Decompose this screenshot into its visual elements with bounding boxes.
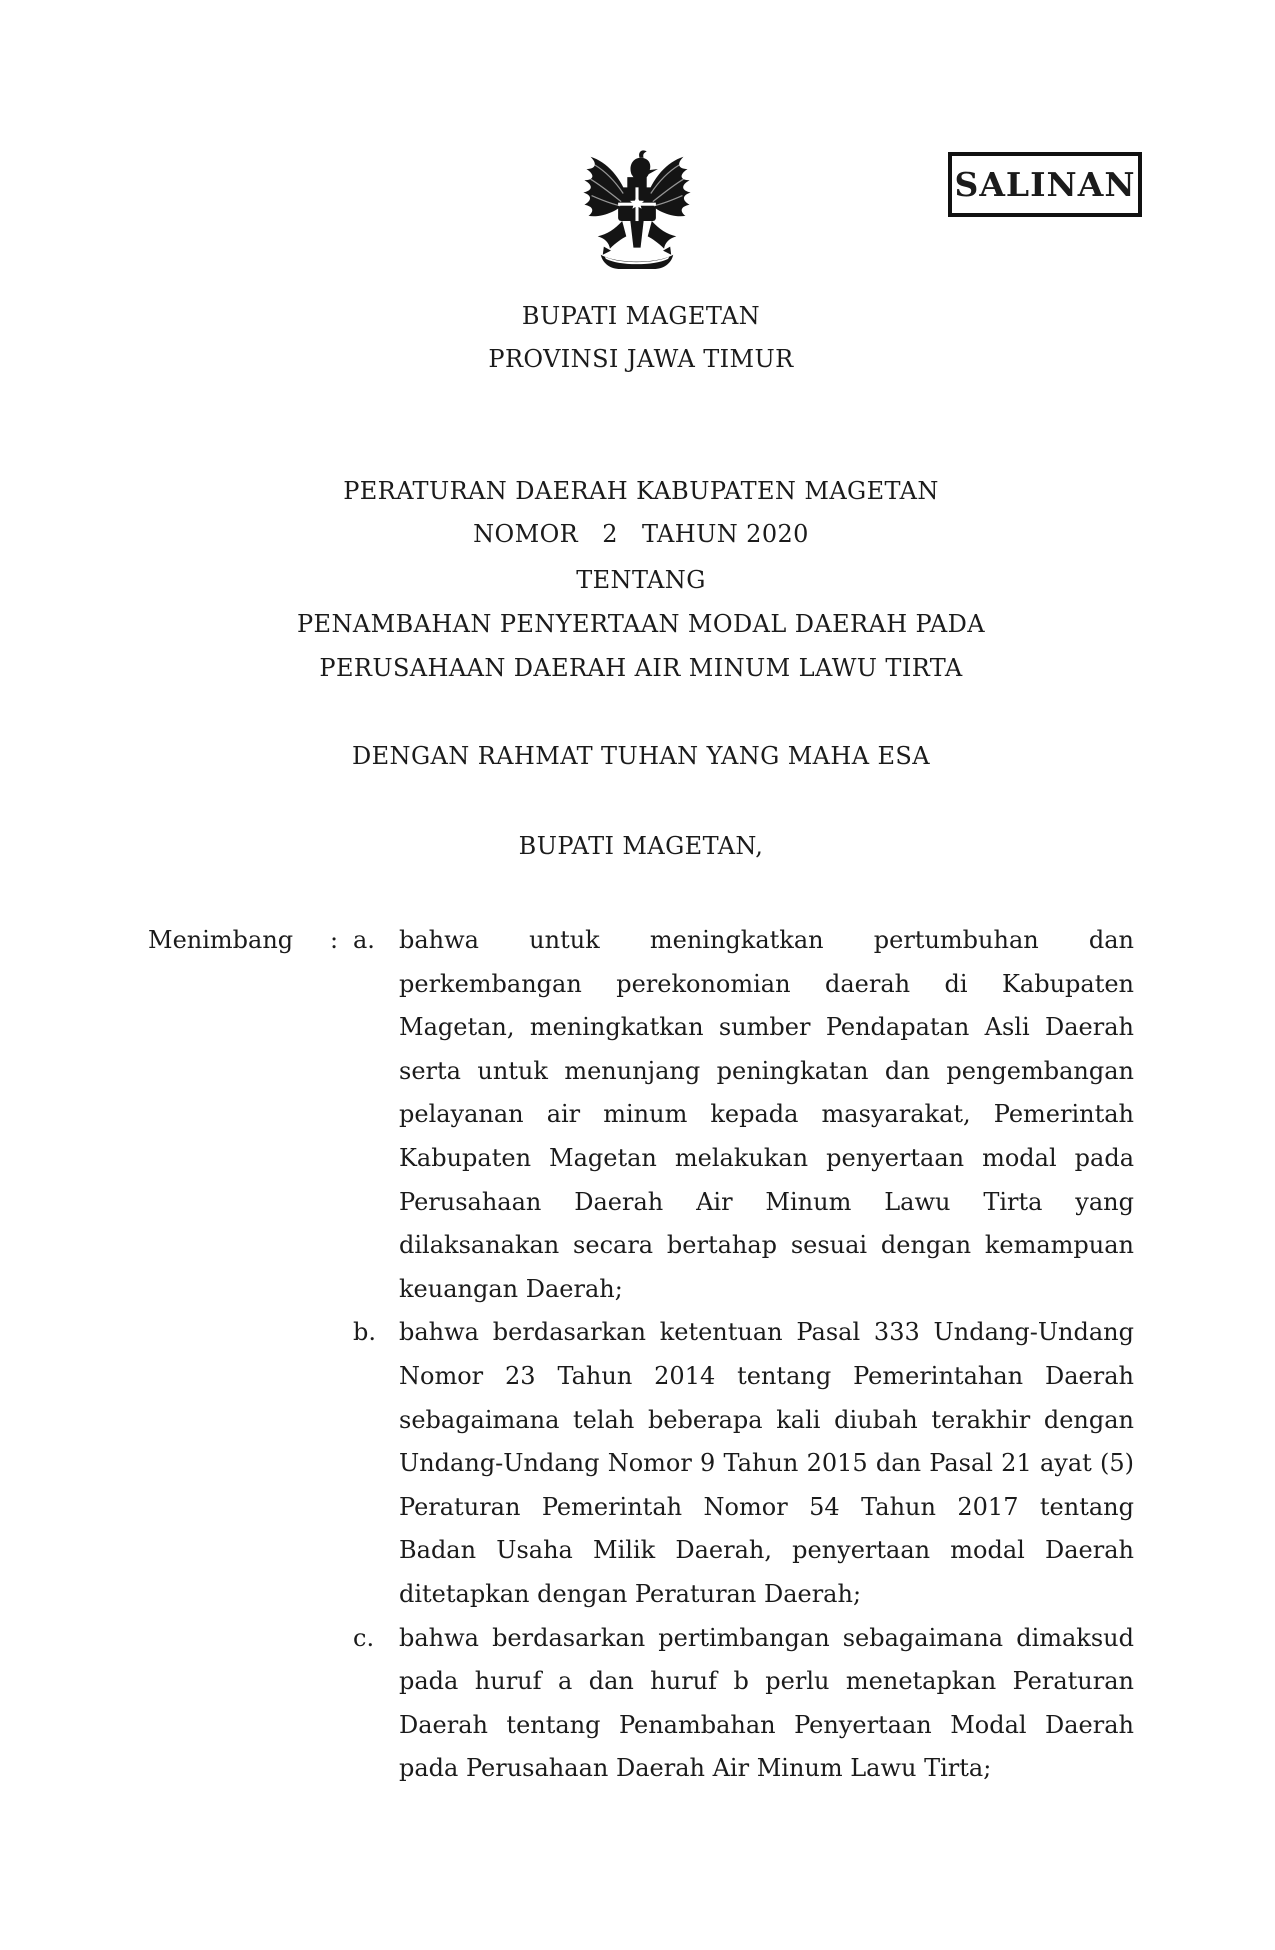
considering-label: Menimbang	[148, 926, 294, 954]
item-text: bahwa berdasarkan ketentuan Pasal 333 Undang-Undang Nomor 23 Tahun 2014 tentang Pemerintahan Daerah sebagaimana telah beberapa kali diubah terakhir dengan Undang-Undang Nomor 9 Tahun 2015 dan Pasal 21 ayat (5) Peraturan Pemerintah Nomor 54 Tahun 2017 tentang Badan Usaha Milik Daerah, penyertaan modal Daerah ditetapkan dengan Peraturan Daerah;	[399, 1318, 1134, 1608]
salinan-stamp-label: SALINAN	[954, 165, 1136, 204]
title-about: TENTANG	[576, 566, 706, 594]
item-marker: c.	[353, 1623, 375, 1652]
salinan-stamp	[948, 152, 1142, 217]
garuda-pancasila-emblem	[564, 146, 710, 292]
considering-section	[148, 919, 1134, 1791]
title-subject-line1: PENAMBAHAN PENYERTAAN MODAL DAERAH PADA	[297, 610, 985, 638]
letterhead-province: PROVINSI JAWA TIMUR	[488, 345, 794, 373]
item-text: bahwa berdasarkan pertimbangan sebagaimana dimaksud pada huruf a dan huruf b perlu menetapkan Peraturan Daerah tentang Penambahan Penyertaan Modal Daerah pada Perusahaan Daerah Air Minum Lawu Tirta;	[399, 1623, 1134, 1783]
salutation-line: BUPATI MAGETAN,	[518, 832, 764, 860]
title-subject-line2: PERUSAHAAN DAERAH AIR MINUM LAWU TIRTA	[319, 654, 963, 682]
title-number-year: NOMOR 2 TAHUN 2020	[473, 520, 809, 548]
item-marker: a.	[353, 926, 375, 954]
invocation-line: DENGAN RAHMAT TUHAN YANG MAHA ESA	[352, 742, 930, 770]
item-marker: b.	[353, 1318, 376, 1347]
item-text: bahwa untuk meningkatkan pertumbuhan dan perkembangan perekonomian daerah di Kabupaten Magetan, meningkatkan sumber Pendapatan Asli Daerah serta untuk menunjang peningkatan dan pengembangan pelayanan air minum kepada masyarakat, Pemerintah Kabupaten Magetan melakukan penyertaan modal pada Perusahaan Daerah Air Minum Lawu Tirta yang dilaksanakan secara bertahap sesuai dengan kemampuan keuangan Daerah;	[399, 926, 1134, 1303]
considering-colon: :	[330, 926, 339, 954]
title-regulation: PERATURAN DAERAH KABUPATEN MAGETAN	[343, 477, 939, 505]
considering-items	[353, 919, 1134, 1791]
considering-item-b	[353, 1311, 1134, 1616]
considering-item-a	[353, 919, 1134, 1311]
letterhead-office: BUPATI MAGETAN	[521, 302, 761, 330]
considering-item-c	[353, 1617, 1134, 1791]
